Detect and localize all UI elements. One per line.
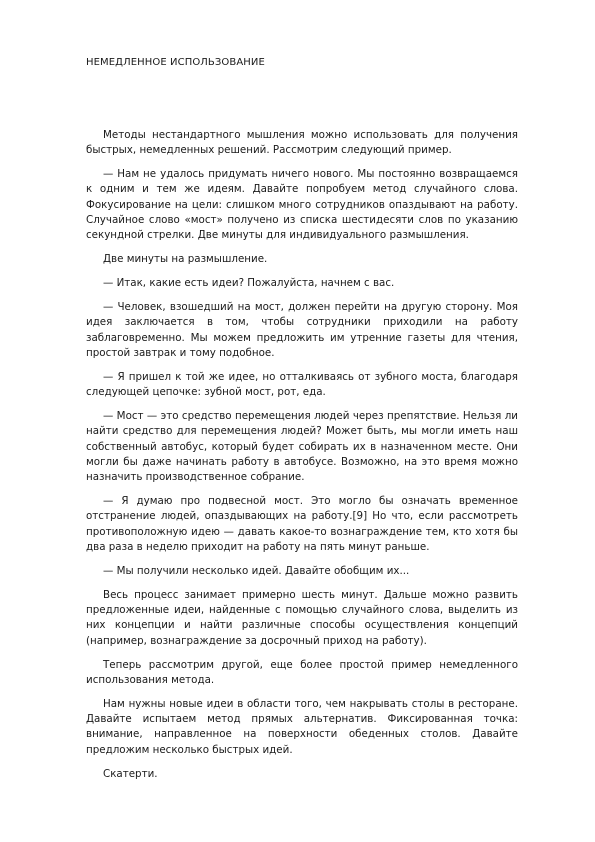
- paragraph: Нам нужны новые идеи в области того, чем накрывать столы в ресторане. Давайте испытаем метод прямых альтернатив. Фиксированная точка: внимание, направленное на поверхности обеденных столов. Давайте предложим несколько быстрых идей.: [86, 697, 518, 756]
- paragraph: — Я думаю про подвесной мост. Это могло бы означать временное отстранение людей, опаздывающих на работу.[9] Но что, если рассмотреть противоположную идею — давать какое-то вознаграждение тем, кто хотя бы два раза в неделю приходит на работу на пять минут раньше.: [86, 495, 518, 553]
- paragraph: Методы нестандартного мышления можно использовать для получения быстрых, немедленных решений. Рассмотрим следующий пример.: [86, 129, 518, 157]
- paragraph: Две минуты на размышление.: [103, 253, 268, 266]
- paragraph: — Я пришел к той же идее, но отталкиваясь от зубного моста, благодаря следующей цепочке: зубной мост, рот, еда.: [86, 370, 518, 399]
- paragraph: — Нам не удалось придумать ничего нового. Мы постоянно возвращаемся к одним и тем же идеям. Давайте попробуем метод случайного слова. Фокусирование на цели: слишком много сотрудников опаздывают на работу. Случайное слово «мост» получено из списка шестидесяти слов по указанию секундной стрелки. Две минуты для индивидуального размышления.: [86, 168, 518, 242]
- paragraph: Весь процесс занимает примерно шесть минут. Дальше можно развить предложенные идеи, найденные с помощью случайного слова, выделить из них концепции и найти различные способы осуществления концепций (например, вознаграждение за досрочный приход на работу).: [86, 588, 518, 647]
- document-body: [86, 128, 518, 782]
- paragraph: — Мост — это средство перемещения людей через препятствие. Нельзя ли найти средство для перемещения людей? Может быть, мы могли иметь наш собственный автобус, который будет собирать их в назначенном месте. Они могли бы даже начинать работу в автобусе. Возможно, на это время можно назначить производственное собрание.: [86, 410, 518, 484]
- document-heading: НЕМЕДЛЕННОЕ ИСПОЛЬЗОВАНИЕ: [86, 57, 265, 68]
- paragraph: Скатерти.: [103, 767, 158, 780]
- paragraph: Теперь рассмотрим другой, еще более простой пример немедленного использования метода.: [86, 658, 518, 686]
- paragraph: — Человек, взошедший на мост, должен перейти на другую сторону. Моя идея заключается в том, чтобы сотрудники приходили на работу заблаговременно. Мы можем предложить им утренние газеты для чтения, простой завтрак и тому подобное.: [86, 301, 518, 359]
- paragraph: — Итак, какие есть идеи? Пожалуйста, начнем с вас.: [103, 277, 395, 290]
- paragraph: — Мы получили несколько идей. Давайте обобщим их...: [103, 564, 410, 577]
